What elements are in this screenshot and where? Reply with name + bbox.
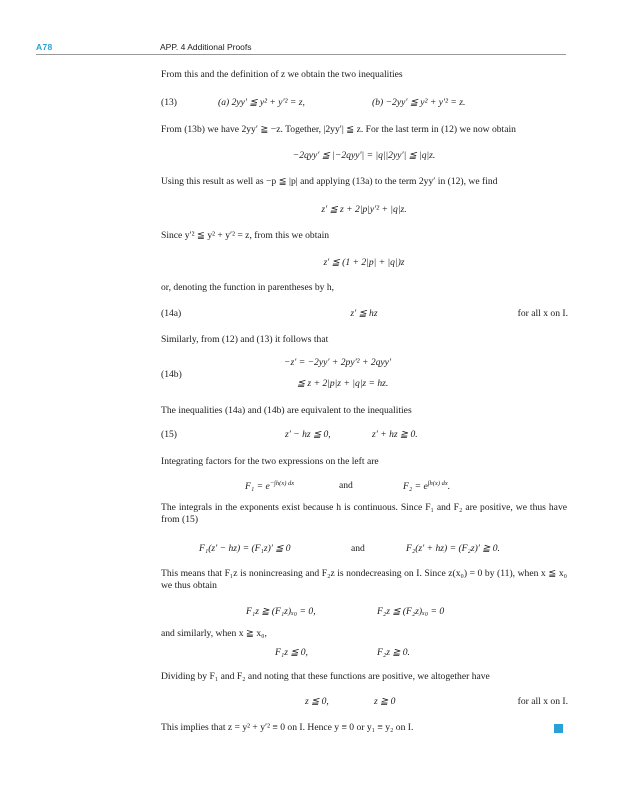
text-line: or, denoting the function in parentheses by h, bbox=[161, 282, 335, 293]
equation: −2qyy′ ≦ |−2qyy′| = |q||2yy′| ≦ |q|z. bbox=[292, 150, 436, 161]
equation: z′ ≦ (1 + 2|p| + |q|)z bbox=[323, 257, 405, 268]
equation: z′ ≦ hz bbox=[350, 308, 378, 319]
text-line: The inequalities (14a) and (14b) are equivalent to the inequalities bbox=[161, 405, 412, 416]
page-number: A78 bbox=[36, 42, 53, 52]
conjunction: and bbox=[339, 480, 353, 491]
equation-condition: for all x on I. bbox=[517, 696, 568, 707]
equation: F₁z ≦ 0, bbox=[275, 647, 308, 658]
text-line: This implies that z = y² + y′² ≡ 0 on I. Hence y ≡ 0 or y₁ ≡ y₂ on I. bbox=[161, 722, 414, 733]
equation: z′ ≦ z + 2|p|y′² + |q|z. bbox=[321, 204, 407, 215]
text-line: and similarly, when x ≧ x₀, bbox=[161, 628, 267, 639]
equation: ≦ z + 2|p|z + |q|z = hz. bbox=[297, 378, 389, 389]
chapter-title: APP. 4 Additional Proofs bbox=[160, 42, 252, 52]
header-rule bbox=[36, 54, 566, 55]
equation: z′ − hz ≦ 0, bbox=[285, 429, 331, 440]
paragraph: This means that F₁z is nonincreasing and F₂z is nondecreasing on I. Since z(x₀) = 0 by (11), when x ≦ x₀ we thus obtain bbox=[161, 568, 567, 591]
paragraph: The integrals in the exponents exist because h is continuous. Since F₁ and F₂ are positive, we thus have from (15) bbox=[161, 502, 567, 525]
equation-label: (14a) bbox=[161, 308, 182, 319]
equation-condition: for all x on I. bbox=[517, 308, 568, 319]
text-line: Integrating factors for the two expressions on the left are bbox=[161, 456, 379, 467]
equation: F₁(z′ − hz) = (F₁z)′ ≦ 0 bbox=[199, 543, 291, 554]
equation: F₂z ≦ (F₂z)ₓ₀ = 0 bbox=[377, 606, 445, 617]
equation: (b) −2yy′ ≦ y² + y′² = z. bbox=[372, 97, 466, 108]
equation: F₂z ≧ 0. bbox=[377, 647, 410, 658]
equation: (a) 2yy′ ≦ y² + y′² = z, bbox=[218, 97, 305, 108]
exponent: ∫h(x) dx bbox=[427, 480, 448, 487]
exponent: −∫h(x) dx bbox=[269, 480, 295, 487]
equation: z′ + hz ≧ 0. bbox=[372, 429, 418, 440]
equation: F₁z ≧ (F₁z)ₓ₀ = 0, bbox=[246, 606, 316, 617]
text-line: Similarly, from (12) and (13) it follows that bbox=[161, 334, 329, 345]
equation: z ≦ 0, bbox=[305, 696, 329, 707]
equation-label: (14b) bbox=[161, 369, 182, 380]
end-of-proof-icon bbox=[554, 724, 563, 733]
paragraph: From (13b) we have 2yy′ ≧ −z. Together, |2yy′| ≦ z. For the last term in (12) we now obtain bbox=[161, 124, 516, 135]
equation-label: (13) bbox=[161, 97, 177, 108]
text-line: Dividing by F₁ and F₂ and noting that these functions are positive, we altogether have bbox=[161, 671, 490, 682]
conjunction: and bbox=[351, 543, 365, 554]
equation: z ≧ 0 bbox=[374, 696, 396, 707]
equation-F2: $F_2 = e^{\int h(x) dx}$. bbox=[403, 480, 451, 493]
equation-F1: $F_1 = e^{-\int h(x) dx}$ bbox=[245, 480, 295, 493]
text-line: Since y′² ≦ y² + y′² = z, from this we obtain bbox=[161, 230, 330, 241]
equation: F₂(z′ + hz) = (F₂z)′ ≧ 0. bbox=[406, 543, 500, 554]
equation: −z′ = −2yy′ + 2py′² + 2qyy′ bbox=[284, 357, 392, 368]
equation-label: (15) bbox=[161, 429, 177, 440]
text-line: Using this result as well as −p ≦ |p| and applying (13a) to the term 2yy′ in (12), we find bbox=[161, 176, 498, 187]
text-line: From this and the definition of z we obtain the two inequalities bbox=[161, 69, 403, 80]
